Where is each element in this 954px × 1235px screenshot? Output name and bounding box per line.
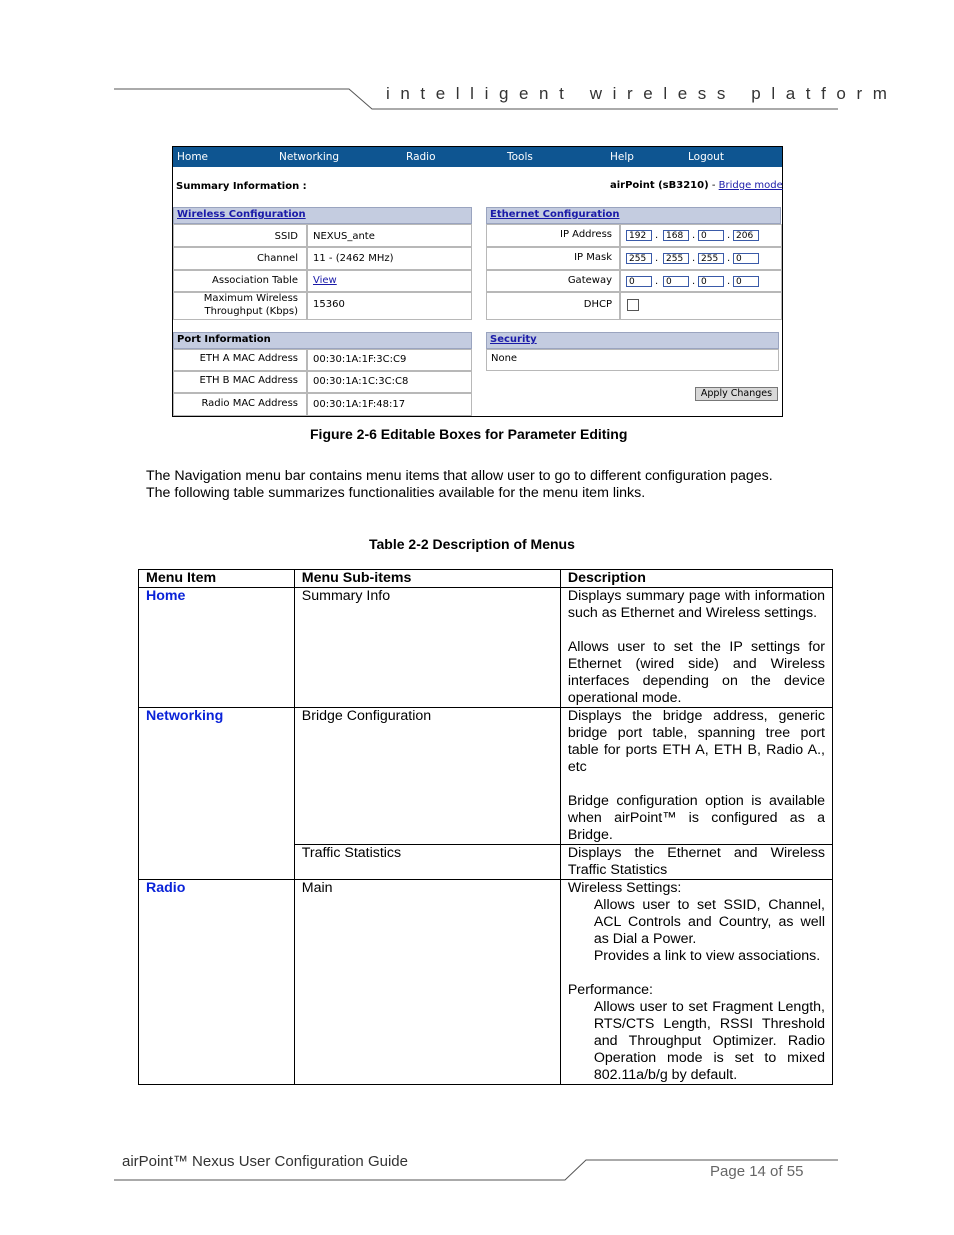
ssid-label: SSID (274, 231, 298, 242)
nav-radio[interactable]: Radio (406, 151, 436, 163)
port-info-header (173, 332, 472, 349)
networking-desc-1b: Bridge configuration option is available when airPoint™ is configured as a Bridge. (567, 793, 825, 843)
radio-perf-1: Allows user to set Fragment Length, RTS/CTS Length, RSSI Threshold and Throughput Optimizer. Radio Operation mode is set to mixed 802.11a/b/g by default. (593, 999, 825, 1083)
networking-desc-2: Displays the Ethernet and Wireless Traffic Statistics (560, 845, 832, 880)
wireless-config-link[interactable]: Wireless Configuration (177, 209, 306, 220)
table-header-row (139, 570, 833, 588)
ssid-value: NEXUS_ante (313, 231, 375, 242)
radio-ws-title: Wireless Settings: (567, 880, 682, 896)
body-paragraph-line2: The following table summarizes functionalities available for the menu item links. (146, 485, 646, 501)
max-throughput-value: 15360 (313, 299, 345, 310)
radio-perf-title: Performance: (567, 982, 654, 998)
ip-octet-2[interactable]: 168 (663, 230, 689, 241)
footer-guide-title: airPoint™ Nexus User Configuration Guide (122, 1153, 408, 1170)
col-header-menu-item: Menu Item (139, 570, 295, 588)
footer-page-number: Page 14 of 55 (710, 1163, 804, 1180)
table-row-radio (139, 880, 833, 1085)
nav-help[interactable]: Help (610, 151, 634, 163)
gw-octet-3[interactable]: 0 (698, 276, 724, 287)
body-paragraph-line1: The Navigation menu bar contains menu items that allow user to go to different configuration pages. (146, 468, 773, 484)
nav-networking[interactable]: Networking (279, 151, 340, 163)
mask-octet-4[interactable]: 0 (733, 253, 759, 264)
col-header-sub-items: Menu Sub-items (294, 570, 560, 588)
channel-value: 11 - (2462 MHz) (313, 253, 394, 264)
header-tagline: intelligent wireless platform (386, 84, 898, 103)
radio-ws-1: Allows user to set SSID, Channel, ACL Controls and Country, as well as Dial a Power. (593, 897, 825, 947)
ethernet-config-header (486, 207, 781, 224)
radio-mac-label: Radio MAC Address (201, 398, 298, 409)
home-desc-2: Allows user to set the IP settings for Ethernet (wired side) and Wireless interfaces depending on the device operational mode. (567, 639, 825, 706)
radio-link[interactable]: Radio (146, 880, 186, 896)
eth-b-mac-label: ETH B MAC Address (199, 375, 298, 386)
radio-ws-2: Provides a link to view associations. (593, 948, 821, 964)
table-row-networking (139, 708, 833, 845)
radio-sub: Main (294, 880, 560, 1085)
table-caption: Table 2-2 Description of Menus (369, 536, 575, 552)
assoc-table-label: Association Table (212, 275, 298, 286)
max-throughput-label2: Throughput (Kbps) (204, 306, 298, 317)
gw-octet-2[interactable]: 0 (663, 276, 689, 287)
nav-home[interactable]: Home (177, 151, 209, 163)
radio-mac-value: 00:30:1A:1F:48:17 (313, 399, 406, 410)
device-separator: - (711, 180, 716, 191)
port-info-title: Port Information (177, 334, 271, 345)
nav-bar (173, 147, 782, 167)
mask-octet-1[interactable]: 255 (626, 253, 652, 264)
security-header (486, 332, 779, 349)
ip-octet-4[interactable]: 206 (733, 230, 759, 241)
ip-mask-label: IP Mask (574, 252, 612, 263)
mask-octet-2[interactable]: 255 (663, 253, 689, 264)
nav-logout[interactable]: Logout (688, 151, 724, 163)
home-desc-1: Displays summary page with information such as Ethernet and Wireless settings. (567, 588, 825, 621)
security-link[interactable]: Security (490, 334, 537, 345)
assoc-view-link[interactable]: View (313, 275, 337, 286)
ip-octet-1[interactable]: 192 (626, 230, 652, 241)
device-info (610, 180, 783, 191)
home-link[interactable]: Home (146, 588, 186, 604)
figure-caption: Figure 2-6 Editable Boxes for Parameter Editing (310, 426, 628, 442)
nav-tools[interactable]: Tools (507, 151, 533, 163)
home-sub: Summary Info (294, 588, 560, 708)
col-header-description: Description (560, 570, 832, 588)
wireless-config-header (173, 207, 472, 224)
dhcp-label: DHCP (583, 299, 612, 310)
eth-a-mac-value: 00:30:1A:1F:3C:C9 (313, 354, 407, 365)
menus-table (138, 569, 833, 1085)
ip-octet-3[interactable]: 0 (698, 230, 724, 241)
networking-desc-1a: Displays the bridge address, generic bridge port table, spanning tree port table for ports ETH A, ETH B, Radio A., etc (567, 708, 825, 775)
mask-octet-3[interactable]: 255 (698, 253, 724, 264)
table-row-home (139, 588, 833, 708)
gateway-label: Gateway (567, 275, 612, 286)
networking-sub-2: Traffic Statistics (294, 845, 560, 880)
security-value: None (491, 353, 518, 364)
ip-address-label: IP Address (560, 229, 612, 240)
dhcp-checkbox[interactable] (627, 299, 639, 311)
networking-sub-1: Bridge Configuration (294, 708, 560, 845)
bridge-mode-link[interactable]: Bridge mode (718, 180, 783, 191)
apply-changes-button[interactable]: Apply Changes (695, 387, 778, 401)
device-model: airPoint (sB3210) (610, 180, 709, 191)
eth-b-mac-value: 00:30:1A:1C:3C:C8 (313, 376, 409, 387)
max-throughput-label: Maximum Wireless (203, 293, 298, 304)
eth-a-mac-label: ETH A MAC Address (199, 353, 298, 364)
gw-octet-4[interactable]: 0 (733, 276, 759, 287)
gw-octet-1[interactable]: 0 (626, 276, 652, 287)
networking-link[interactable]: Networking (146, 708, 224, 724)
summary-title: Summary Information : (176, 181, 307, 192)
ethernet-config-link[interactable]: Ethernet Configuration (490, 209, 620, 220)
config-screenshot: Home Networking Radio Tools Help Logout Summary Information : airPoint (sB3210) - Bridge mode Wireless Configuration SSID NEXUS_ante Channel 11 - (2462 MHz) Association Table View Maximum Wireless Throughput (Kbps) 15360 Ethernet Configuration IP Address 192 . 168 . 0 . 206 IP Mask 255 . 255 . 255 . 0 Gateway 0 . 0 . 0 . 0 DHCP Port Information ETH A MAC Address 00:30:1A:1F:3C:C9 ETH B MAC Address 00:30:1A:1C:3C:C8 Radio MAC Address 00:30:1A:1F:48:17 Security None Apply Changes (172, 146, 783, 417)
channel-label: Channel (256, 253, 298, 264)
